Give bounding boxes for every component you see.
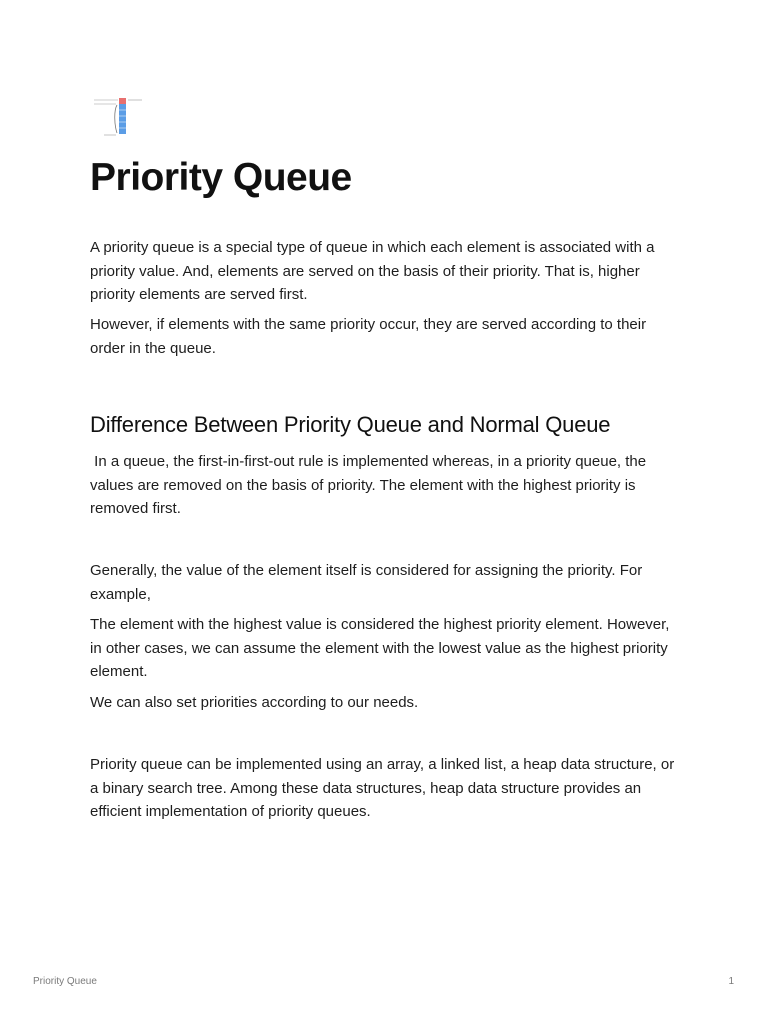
section-paragraph-2: Generally, the value of the element itself is considered for assigning the priority. For example, bbox=[90, 562, 643, 603]
section-heading: Difference Between Priority Queue and Normal Queue bbox=[90, 412, 611, 437]
intro-paragraph-1: A priority queue is a special type of queue in which each element is associated with a priority value. And, elements are served on the basis of their priority. That is, higher priority elements are served first. bbox=[90, 239, 655, 303]
section-paragraph-1: In a queue, the first-in-first-out rule is implemented whereas, in a priority queue, the values are removed on the basis of priority. The element with the highest priority is removed first. bbox=[90, 453, 651, 517]
queue-diagram-thumbnail-icon bbox=[90, 94, 146, 140]
section-paragraph-4: We can also set priorities according to our needs. bbox=[90, 694, 419, 711]
section-paragraph-3: The element with the highest value is considered the highest priority element. However, in other cases, we can assume the element with the lowest value as the highest priority element. bbox=[90, 616, 670, 680]
footer-title: Priority Queue bbox=[33, 976, 97, 987]
section-paragraph-5: Priority queue can be implemented using an array, a linked list, a heap data structure, or a binary search tree. Among these data structures, heap data structure provides an efficient implementation of priority queues. bbox=[90, 756, 675, 820]
page-title: Priority Queue bbox=[90, 156, 352, 199]
page-number: 1 bbox=[728, 976, 734, 987]
intro-paragraph-2: However, if elements with the same priority occur, they are served according to their order in the queue. bbox=[90, 316, 647, 357]
